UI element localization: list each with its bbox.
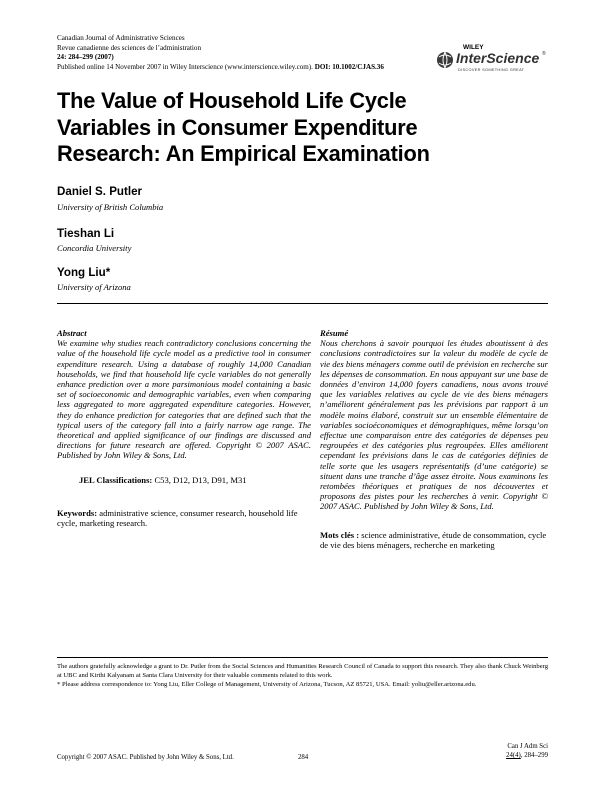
article-title	[57, 88, 537, 168]
author-name: Yong Liu*	[57, 266, 111, 279]
resume-section	[320, 328, 548, 550]
keywords: Keywords: administrative science, consumer research, household life cycle, marketing research.	[57, 507, 298, 529]
page-number: 284	[298, 754, 309, 761]
author-affiliation: University of British Columbia	[57, 202, 164, 212]
journal-name-en: Canadian Journal of Administrative Sciences	[57, 34, 185, 42]
interscience-wordmark: InterScience	[456, 50, 540, 66]
doi[interactable]: DOI: 10.1002/CJAS.36	[314, 62, 384, 71]
author-name: Tieshan Li	[57, 227, 115, 240]
registered-mark: ®	[542, 51, 546, 57]
resume-heading: Résumé	[320, 328, 349, 338]
publication-info: Published online 14 November 2007 in Wiley Interscience (www.interscience.wiley.com). DOI: 10.1002/CJAS.36	[57, 62, 384, 71]
issue-link[interactable]: 24(4)	[506, 752, 521, 759]
footnotes	[57, 662, 548, 689]
mots-cles: Mots clés : science administrative, étude de consommation, cycle de vie des biens ménagers, recherche en marketing	[320, 529, 547, 550]
abstract-text: We examine why studies reach contradictory conclusions concerning the value of the household life cycle model as a predictive tool in consumer expenditure research. Using a database of roughly 14,000 Canadian households, we find that household life cycle variables do not generally enhance prediction over a more parsimonious model containing a basic set of socioeconomic and demographic variables, even when comparing less aggregated to more aggregated expenditure categories. However, they do enhance prediction for categories that are defined such that the typical users of the category fall into a fairly narrow age range. The theoretical and applied significance of our findings are discussed and directions for future research are offered. Copyright © 2007 ASAC. Published by John Wiley & Sons, Ltd.	[57, 338, 311, 461]
interscience-logo-graphic	[436, 42, 548, 76]
title-line: The Value of Household Life Cycle	[57, 88, 407, 113]
logo-tagline: DISCOVER SOMETHING GREAT	[458, 67, 525, 72]
volume-info: 24: 284–299 (2007)	[57, 53, 114, 62]
issue-pages: 24(4), 284–299	[506, 752, 548, 759]
resume-text: Nous cherchons à savoir pourquoi les études aboutissent à des conclusions contradictoires sur la valeur du modèle de cycle de vie des biens ménagers comme outil de prévision en recherche sur les dépenses de consommation. En nous appuyant sur une base de données d’environ 14,000 foyers canadiens, nous avons trouvé que les variables relatives au cycle de vie des biens ménagers n’améliorent généralement pas les prévisions par rapport à un modèle moins élaboré, construit sur un ensemble élémentaire de variables socioéconomiques et démographiques, même lorsqu’on effectue une comparaison entre des catégories de dépenses peu regroupées et des catégories plus regroupées. Elles améliorent cependant les prévisions dans le cas de catégories définies de telle sorte que les usagers représentatifs (d’une catégorie) se situent dans une tranche d’âge assez étroite. Nous examinons les retombées théoriques et pratiques de nos découvertes et proposons des pistes pour les recherches à venir. Copyright © 2007 ASAC. Published by John Wiley & Sons, Ltd.	[320, 338, 548, 512]
footer-citation	[506, 742, 548, 760]
jel-classifications: JEL Classifications: C53, D12, D13, D91, M31	[79, 474, 247, 485]
journal-header	[57, 34, 417, 72]
globe-icon	[437, 52, 453, 68]
title-line: Research: An Empirical Examination	[57, 141, 430, 166]
footer-copyright: Copyright © 2007 ASAC. Published by John Wiley & Sons, Ltd.	[57, 754, 234, 761]
journal-abbreviation: Can J Adm Sci	[507, 743, 548, 750]
wiley-wordmark: WILEY	[463, 44, 484, 51]
abstract-section	[57, 328, 311, 528]
author-affiliation: University of Arizona	[57, 282, 131, 292]
title-divider	[57, 303, 548, 304]
wiley-interscience-logo	[436, 42, 548, 76]
footnote-divider	[57, 657, 548, 658]
author-name: Daniel S. Putler	[57, 185, 143, 198]
acknowledgment: The authors gratefully acknowledge a grant to Dr. Putler from the Social Sciences and Humanities Research Council of Canada to support this research. They also thank Chuck Weinberg at UBC and Kirthi Kalyanam at Santa Clara University for their valuable comments related to this work.	[57, 663, 548, 679]
title-line: Variables in Consumer Expenditure	[57, 114, 418, 140]
author-affiliation: Concordia University	[57, 243, 132, 253]
correspondence-note: * Please address correspondence to: Yong Liu, Eller College of Management, University of Arizona, Tucson, AZ 85721, USA. Email: yoliu@eller.arizona.edu.	[57, 681, 477, 688]
journal-name-fr: Revue canadienne des sciences de l’administration	[57, 43, 201, 52]
abstract-heading: Abstract	[57, 328, 87, 338]
